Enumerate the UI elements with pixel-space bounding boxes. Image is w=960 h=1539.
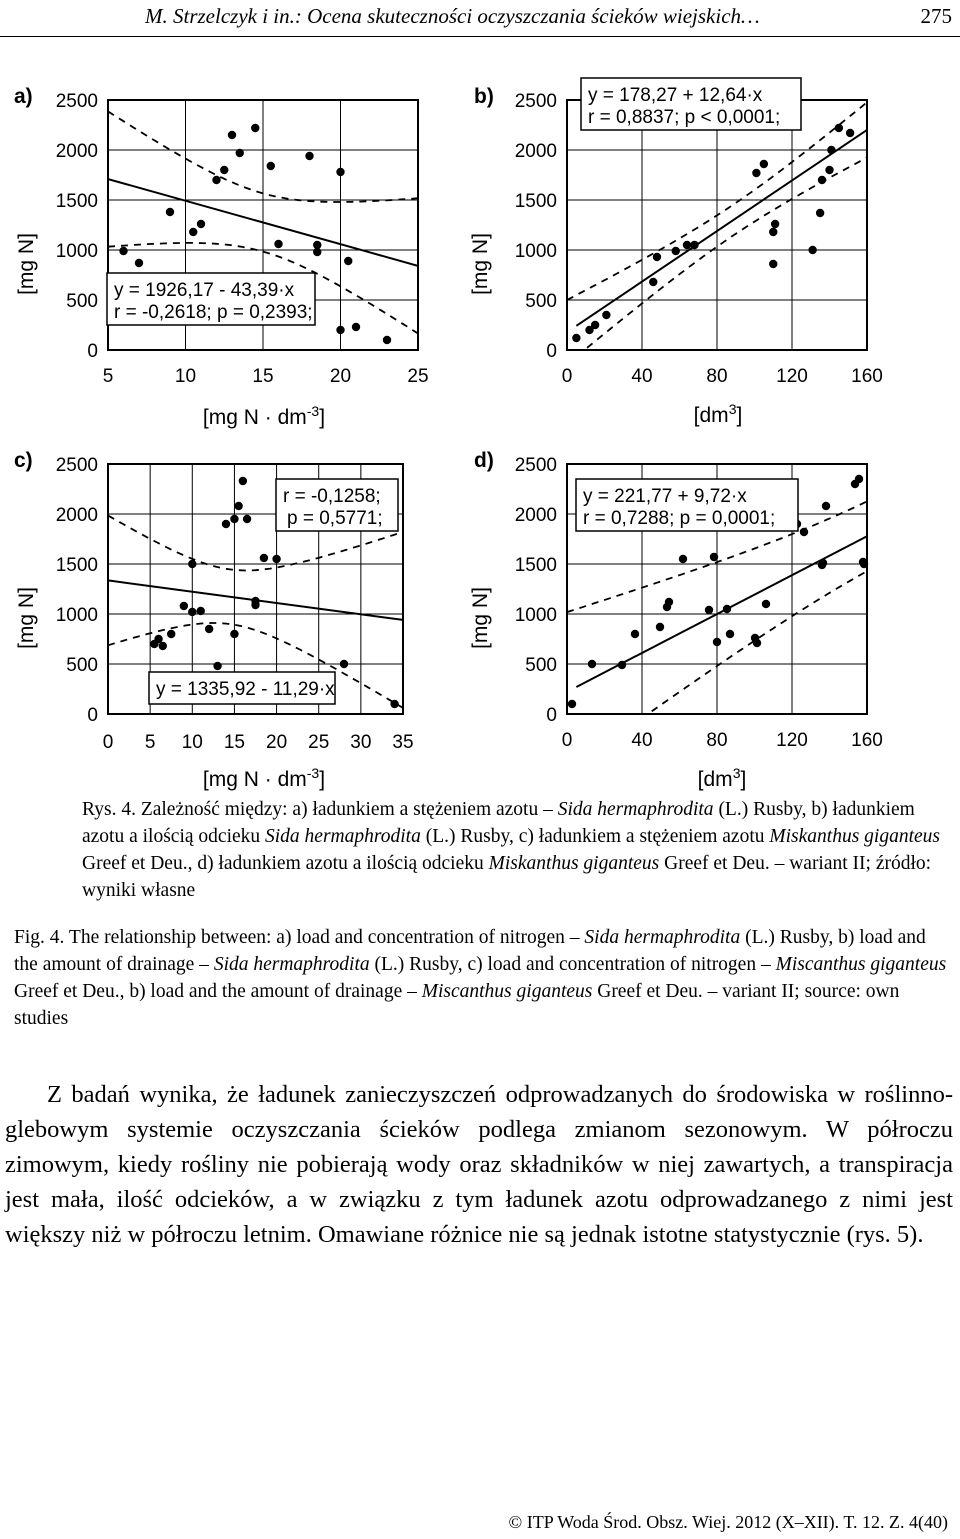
data-point (819, 559, 827, 567)
y-tick-label: 2500 (55, 91, 98, 112)
data-point (713, 638, 721, 646)
y-tick-label: 2500 (514, 91, 557, 112)
data-point (710, 553, 718, 561)
caption-text: (L.) Rusby, b) load and the amount of drainage – (14, 927, 926, 975)
data-point (212, 176, 220, 184)
running-header (0, 0, 960, 37)
y-tick-label: 0 (87, 705, 98, 726)
y-tick-label: 1500 (514, 555, 557, 576)
data-point (771, 220, 779, 228)
data-point (822, 502, 830, 510)
x-tick-label: 30 (350, 732, 372, 753)
data-point (760, 160, 768, 168)
regression-stats-p: p = 0,5771; (287, 508, 383, 529)
y-tick-label: 500 (66, 655, 98, 676)
data-point (159, 642, 167, 650)
x-tick-label: 10 (181, 732, 203, 753)
regression-stats-r: r = -0,1258; (283, 486, 381, 507)
y-tick-label: 0 (546, 705, 557, 726)
data-point (827, 146, 835, 154)
caption-species: Miskanthus giganteus (769, 826, 941, 847)
data-point (769, 260, 777, 268)
data-point (723, 605, 731, 613)
caption-species: Sida hermaphrodita (584, 927, 741, 948)
caption-species: Sida hermaphrodita (213, 954, 370, 975)
y-tick-label: 500 (525, 291, 557, 312)
data-point (344, 257, 352, 265)
footer-citation: © ITP Woda Środ. Obsz. Wiej. 2012 (X–XII). T. 12. Z. 4(40) (508, 1512, 948, 1532)
data-point (189, 228, 197, 236)
panel-label: c) (14, 449, 33, 472)
regression-equation: y = 178,27 + 12,64·x (588, 85, 763, 106)
data-point (336, 326, 344, 334)
y-tick-label: 2000 (55, 505, 98, 526)
data-point (855, 475, 863, 483)
x-tick-label: 160 (851, 366, 883, 387)
caption-text: Rys. 4. Zależność między: a) ładunkiem a stężeniem azotu – (82, 799, 558, 820)
data-point (251, 124, 259, 132)
data-point (166, 208, 174, 216)
x-tick-label: 120 (776, 366, 808, 387)
y-tick-label: 1500 (55, 191, 98, 212)
data-point (588, 660, 596, 668)
x-tick-label: 25 (308, 732, 330, 753)
x-tick-label: 5 (102, 366, 114, 387)
data-point (222, 520, 230, 528)
y-tick-label: 1500 (514, 191, 557, 212)
page-number: 275 (920, 4, 952, 28)
x-tick-label: 0 (561, 730, 573, 751)
data-point (800, 528, 808, 536)
data-point (205, 625, 213, 633)
data-point (119, 247, 127, 255)
data-point (230, 630, 238, 638)
y-tick-label: 0 (546, 341, 557, 362)
scatter-plot-a (0, 70, 460, 430)
caption-text: (L.) Rusby, c) load and concentration of nitrogen – (369, 954, 776, 975)
caption-species: Miscanthus giganteus (421, 981, 593, 1002)
regression-stats: r = -0,2618; p = 0,2393; (114, 302, 313, 323)
data-point (762, 600, 770, 608)
data-point (705, 606, 713, 614)
caption-text: Fig. 4. The relationship between: a) load and concentration of nitrogen – (14, 927, 585, 948)
y-axis-label: [mg N] (15, 233, 38, 295)
y-tick-label: 2500 (514, 455, 557, 476)
data-point (390, 700, 398, 708)
scatter-plot-b (460, 70, 920, 430)
chart-panel-c (0, 434, 460, 796)
data-point (808, 246, 816, 254)
x-tick-label: 160 (851, 730, 883, 751)
data-point (197, 607, 205, 615)
data-point (665, 598, 673, 606)
y-axis-label: [mg N] (15, 587, 38, 649)
data-point (631, 630, 639, 638)
regression-stats: r = 0,7288; p = 0,0001; (583, 508, 776, 529)
chart-panel-b (460, 70, 920, 430)
x-tick-label: 20 (329, 366, 352, 387)
regression-equation: y = 1335,92 - 11,29·x (156, 679, 335, 700)
data-point (656, 623, 664, 631)
panel-label: b) (474, 85, 494, 108)
chart-panel-d (460, 434, 920, 796)
data-point (272, 555, 280, 563)
y-tick-label: 1000 (55, 605, 98, 626)
data-point (568, 700, 576, 708)
y-axis-label: [mg N] (469, 587, 492, 649)
data-point (274, 240, 282, 248)
data-point (835, 124, 843, 132)
data-point (197, 220, 205, 228)
x-tick-label: 0 (561, 366, 573, 387)
data-point (234, 502, 242, 510)
data-point (167, 630, 175, 638)
data-point (753, 639, 761, 647)
y-tick-label: 1000 (514, 605, 557, 626)
y-tick-label: 1000 (514, 241, 557, 262)
scatter-plot-c (0, 434, 460, 796)
caption-text: Greef et Deu. – wariant II; źródło: wyniki własne (82, 853, 932, 901)
data-point (220, 166, 228, 174)
data-point (846, 129, 854, 137)
regression-line (576, 130, 867, 326)
figure-caption-pl (82, 796, 942, 904)
data-point (618, 661, 626, 669)
data-point (672, 247, 680, 255)
data-point (769, 228, 777, 236)
y-tick-label: 1500 (55, 555, 98, 576)
data-point (135, 259, 143, 267)
data-point (690, 241, 698, 249)
data-point (649, 278, 657, 286)
data-point (213, 662, 221, 670)
x-tick-label: 40 (631, 366, 653, 387)
paragraph-text: Z badań wynika, że ładunek zanieczyszczeń odprowadzanych do środowiska w roślinno-glebowym systemie oczyszczania ścieków podlega zmianom sezonowym. W półroczu zimowym, kiedy rośliny nie pobierają wody oraz składników w niej zawartych, a transpiracja jest mała, ilość odcieków, a w związku z tym ładunek azotu odprowadzanego z nimi jest większy niż w półroczu letnim. Omawiane różnice nie są jednak istotne statystycznie (rys. 5). (5, 1081, 953, 1248)
y-tick-label: 2000 (514, 505, 557, 526)
data-point (313, 248, 321, 256)
data-point (188, 608, 196, 616)
data-point (818, 176, 826, 184)
scatter-plot-d (460, 434, 920, 796)
y-tick-label: 500 (525, 655, 557, 676)
x-tick-label: 15 (252, 366, 274, 387)
data-point (683, 241, 691, 249)
data-point (267, 162, 275, 170)
data-point (726, 630, 734, 638)
caption-species: Miskanthus giganteus (488, 853, 660, 874)
running-title: M. Strzelczyk i in.: Ocena skuteczności oczyszczania ścieków wiejskich… (145, 4, 760, 28)
data-point (591, 321, 599, 329)
data-point (180, 602, 188, 610)
x-tick-label: 10 (174, 366, 197, 387)
regression-stats: r = 0,8837; p < 0,0001; (588, 107, 781, 128)
data-point (679, 555, 687, 563)
data-point (243, 515, 251, 523)
y-tick-label: 0 (87, 341, 98, 362)
x-tick-label: 20 (266, 732, 288, 753)
data-point (825, 166, 833, 174)
figure-caption-en (14, 924, 949, 1032)
data-point (860, 560, 868, 568)
y-tick-label: 2500 (55, 455, 98, 476)
data-point (239, 477, 247, 485)
x-tick-label: 15 (223, 732, 245, 753)
y-axis-label: [mg N] (469, 233, 492, 295)
data-point (602, 311, 610, 319)
data-point (653, 253, 661, 261)
x-tick-label: 0 (102, 732, 114, 753)
data-point (752, 169, 760, 177)
data-point (340, 660, 348, 668)
y-tick-label: 2000 (55, 141, 98, 162)
data-point (236, 149, 244, 157)
caption-text: (L.) Rusby, c) ładunkiem a stężeniem azotu (420, 826, 770, 847)
regression-equation: y = 1926,17 - 43,39·x (114, 280, 295, 301)
x-tick-label: 25 (407, 366, 429, 387)
data-point (816, 209, 824, 217)
caption-species: Sida hermaphrodita (265, 826, 421, 847)
data-point (572, 334, 580, 342)
data-point (260, 554, 268, 562)
x-tick-label: 35 (392, 732, 414, 753)
x-tick-label: 120 (776, 730, 808, 751)
caption-text: Greef et Deu., d) ładunkiem azotu a ilością odcieku (82, 853, 489, 874)
data-point (251, 597, 259, 605)
caption-text: Greef et Deu. – variant II; source: own studies (14, 981, 900, 1029)
x-axis-label: $[dm^3]$ (697, 765, 747, 791)
x-tick-label: 40 (631, 730, 653, 751)
caption-text: Greef et Deu., b) load and the amount of drainage – (14, 981, 422, 1002)
caption-species: Sida hermaphrodita (557, 799, 714, 820)
data-point (352, 323, 360, 331)
x-tick-label: 80 (706, 366, 728, 387)
y-tick-label: 500 (66, 291, 98, 312)
data-point (230, 515, 238, 523)
caption-text: (L.) Rusby, b) ładunkiem azotu a ilością odcieku (82, 799, 915, 847)
regression-equation: y = 221,77 + 9,72·x (583, 486, 747, 507)
y-tick-label: 1000 (55, 241, 98, 262)
panel-label: a) (14, 85, 33, 108)
data-point (383, 336, 391, 344)
data-point (228, 131, 236, 139)
x-tick-label: 80 (706, 730, 728, 751)
x-axis-label: $[dm^3]$ (693, 401, 743, 427)
y-tick-label: 2000 (514, 141, 557, 162)
data-point (336, 168, 344, 176)
body-paragraph (5, 1077, 953, 1252)
data-point (188, 560, 196, 568)
x-axis-label: [mg $N \cdot dm^{-3}$] (202, 765, 326, 791)
caption-species: Miscanthus giganteus (775, 954, 947, 975)
x-axis-label: [mg $N \cdot dm^{-3}$] (202, 403, 326, 429)
chart-panel-a (0, 70, 460, 430)
data-point (154, 635, 162, 643)
x-tick-label: 5 (144, 732, 156, 753)
panel-label: d) (474, 449, 494, 472)
data-point (305, 152, 313, 160)
